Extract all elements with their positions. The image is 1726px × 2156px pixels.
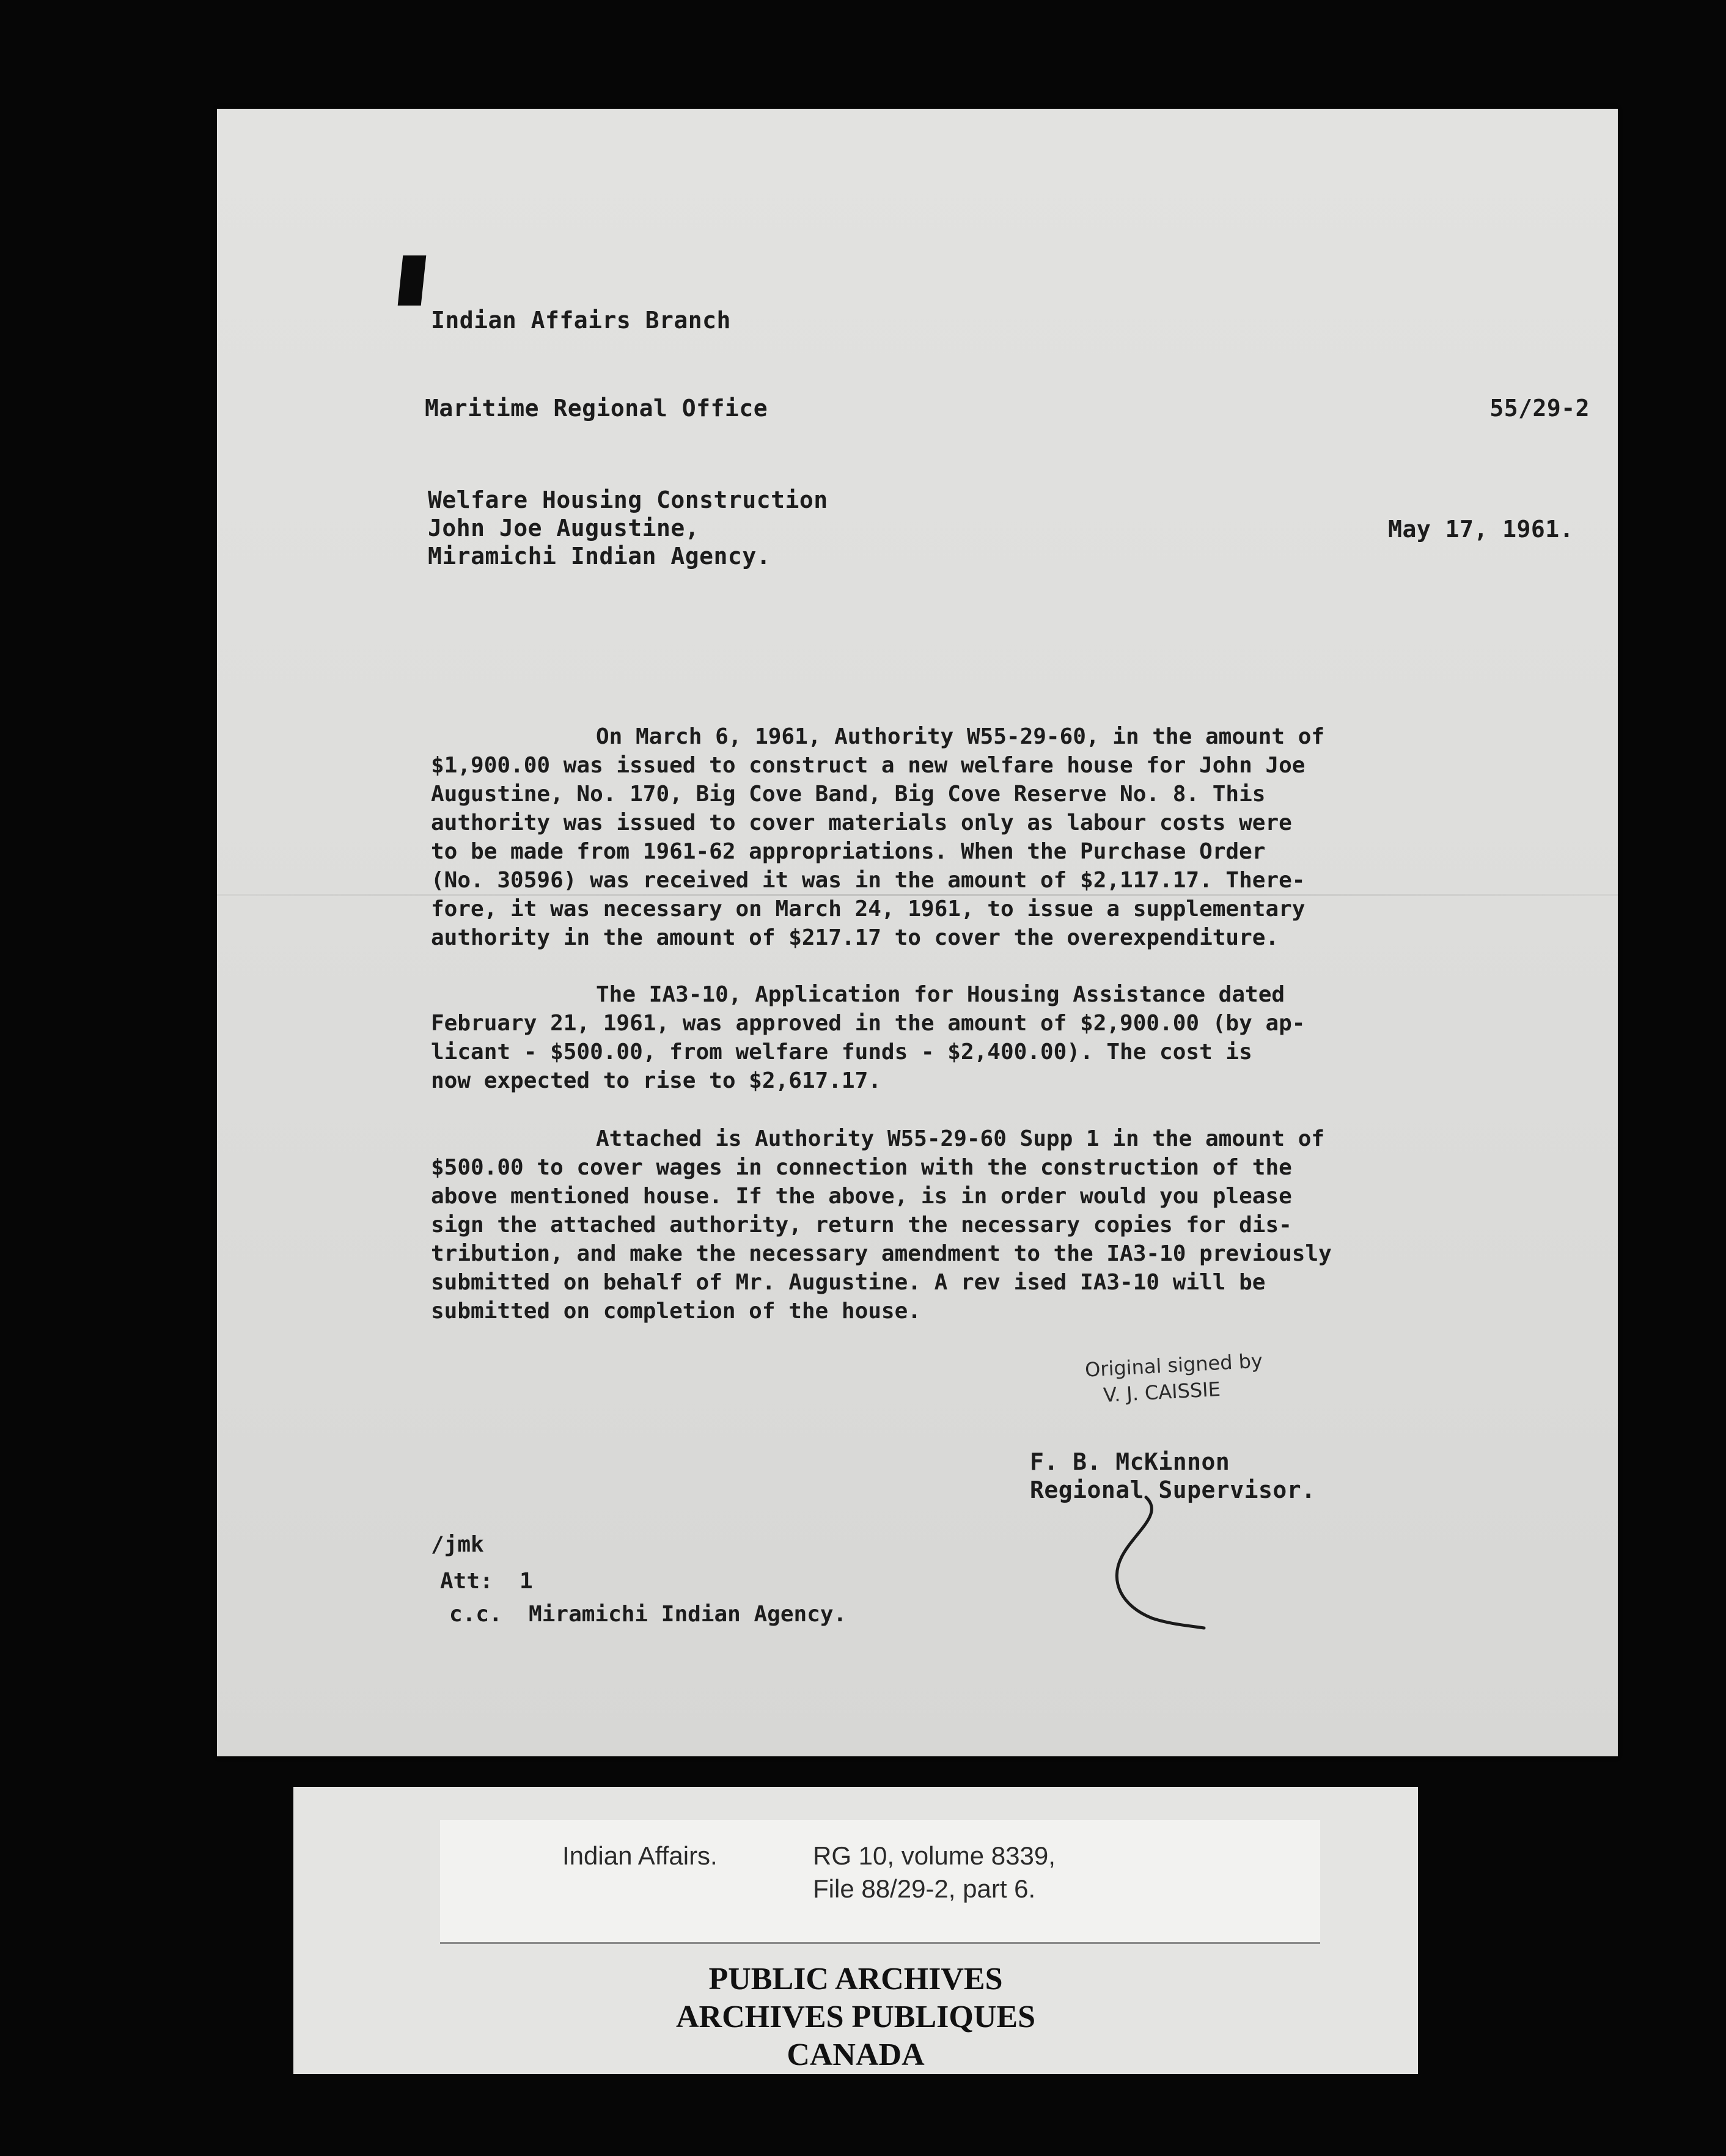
archive-source: Indian Affairs.	[562, 1841, 718, 1870]
typist-initials: /jmk	[431, 1532, 484, 1557]
stamp-line-2: V. J. CAISSIE	[1103, 1377, 1221, 1407]
handwritten-signature	[1097, 1490, 1219, 1637]
institution-line-3: CANADA	[787, 2037, 925, 2072]
subject-line-2: John Joe Augustine,	[428, 515, 700, 541]
archive-institution	[293, 1960, 1418, 2074]
archive-reference-line-2: File 88/29-2, part 6.	[813, 1874, 1036, 1903]
archive-reference-line-1: RG 10, volume 8339,	[813, 1841, 1056, 1870]
institution-line-1: PUBLIC ARCHIVES	[708, 1962, 1003, 1997]
body-paragraph-1: On March 6, 1961, Authority W55-29-60, in the amount of $1,900.00 was issued to construct a new welfare house for John Joe Augustine, No. 170, Big Cove Band, Big Cove Reserve No. 8. This authority was issued to cover materials only as labour costs were to be made from 1961-62 appropriations. When the Purchase Order (No. 30596) was received it was in the amount of $2,117.17. There- fore, it was necessary on March 24, 1961, to issue a supplementary authority in the amount of $217.17 to cover the overexpenditure.	[431, 724, 1325, 950]
body-paragraph-2: The IA3-10, Application for Housing Assistance dated February 21, 1961, was approved in the amount of $2,900.00 (by ap- licant - $500.00, from welfare funds - $2,400.00). The cost is now expected to rise to $2,617.17.	[431, 982, 1306, 1093]
subject-line-3: Miramichi Indian Agency.	[428, 543, 771, 570]
signer-title: Regional Supervisor.	[1030, 1476, 1316, 1503]
file-number: 55/29-2	[1489, 395, 1590, 422]
office-heading: Maritime Regional Office	[425, 395, 768, 422]
signer-name: F. B. McKinnon	[1030, 1448, 1230, 1475]
carbon-copy-line: c.c. Miramichi Indian Agency.	[449, 1602, 847, 1627]
stamp-line-1: Original signed by	[1084, 1349, 1263, 1382]
institution-line-2: ARCHIVES PUBLIQUES	[675, 2000, 1036, 2034]
letter-date: May 17, 1961.	[1388, 516, 1574, 543]
attachments-line: Att: 1	[440, 1569, 533, 1594]
archive-reference-slip	[440, 1820, 1320, 1944]
redaction-mark	[398, 255, 427, 306]
body-paragraph-3: Attached is Authority W55-29-60 Supp 1 in the amount of $500.00 to cover wages in connection with the construction of the above mentioned house. If the above, is in order would you please sign the attached authority, return the necessary copies for dis- tribution, and make the necessary amendment to the IA3-10 previously submitted on behalf of Mr. Augustine. A rev ised IA3-10 will be submitted on completion of the house.	[431, 1126, 1332, 1324]
subject-line-1: Welfare Housing Construction	[428, 486, 828, 513]
branch-heading: Indian Affairs Branch	[431, 307, 731, 334]
document-page	[217, 109, 1618, 1756]
